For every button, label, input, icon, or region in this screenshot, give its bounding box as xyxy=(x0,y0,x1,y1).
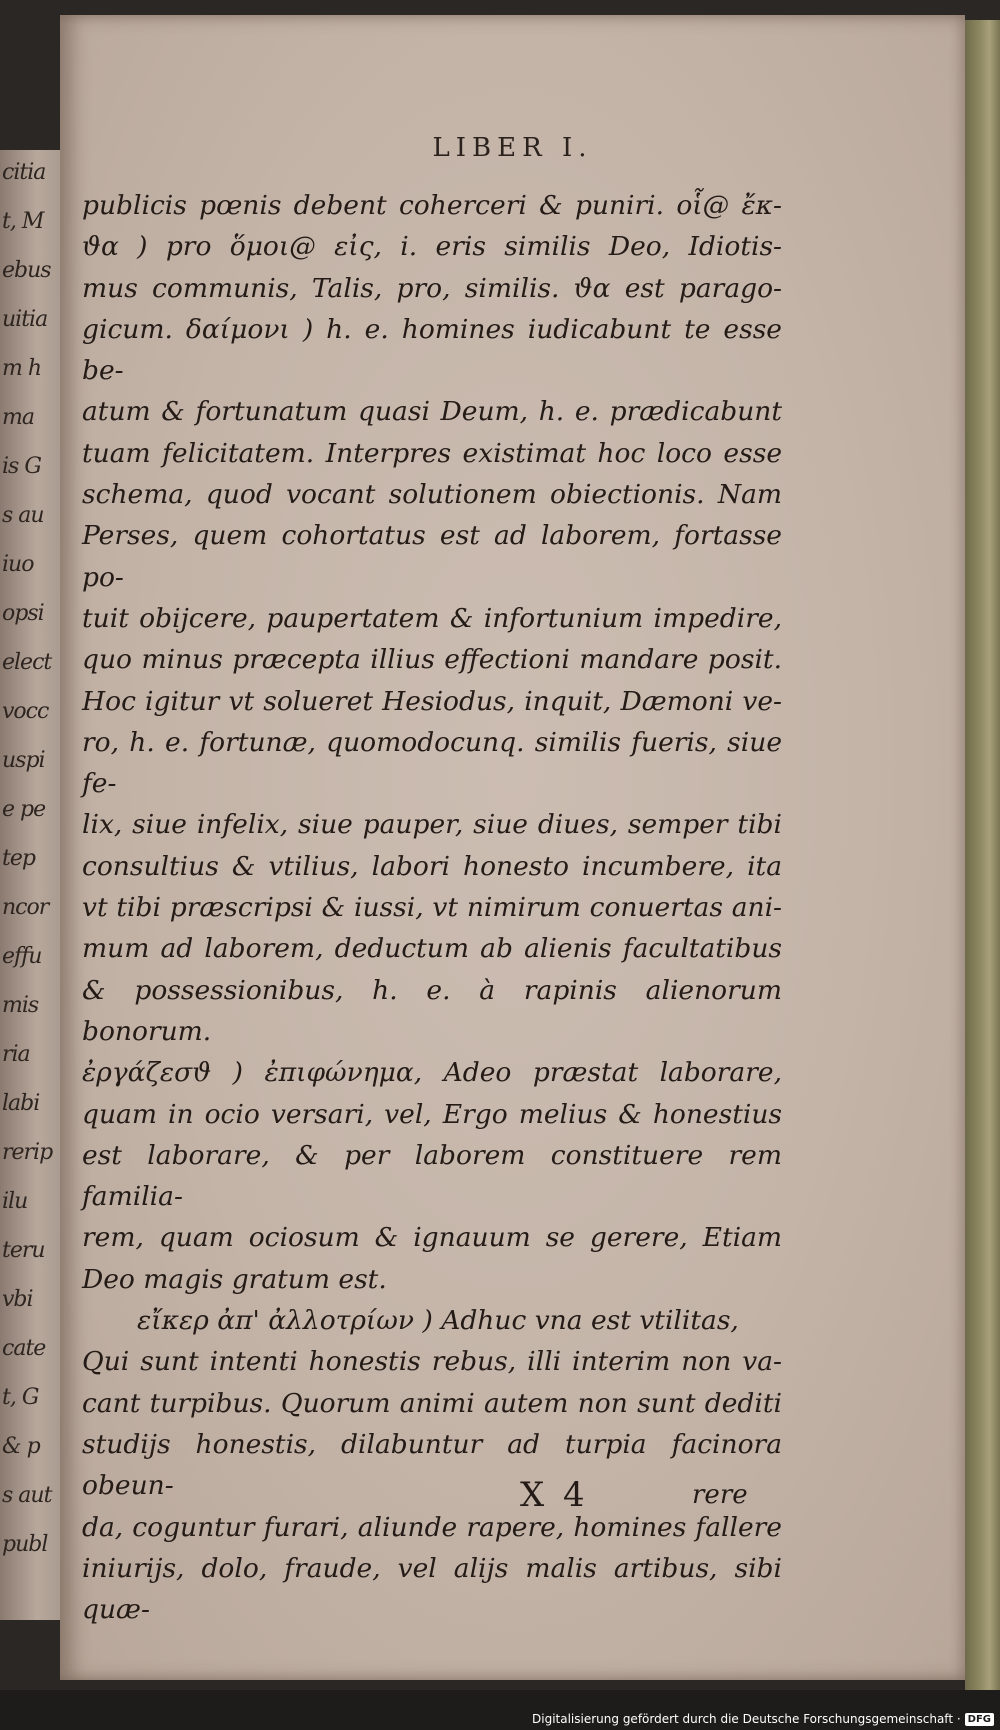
previous-page-fragment: tep xyxy=(2,846,35,871)
previous-page-fragment: labi xyxy=(2,1091,40,1116)
text-line: schema, quod vocant solutionem obiectionis. Nam xyxy=(82,479,782,511)
previous-page-fragment: t, G xyxy=(2,1385,39,1410)
catchword: rere xyxy=(692,1480,748,1510)
text-line: tuam felicitatem. Interpres existimat hoc loco esse xyxy=(82,437,782,469)
previous-page-fragment: vbi xyxy=(2,1287,33,1312)
text-line: rem, quam ociosum & ignauum se gerere, Etiam xyxy=(82,1222,782,1254)
book-page xyxy=(60,15,965,1680)
previous-page-fragment: iuo xyxy=(2,552,34,577)
previous-page-fragment: uspi xyxy=(2,748,45,773)
text-line: quo minus præcepta illius effectioni mandare posit. xyxy=(82,644,782,676)
text-line: est laborare, & per laborem constituere rem familia- xyxy=(82,1139,782,1213)
text-line: & possessionibus, h. e. à rapinis alienorum bonorum. xyxy=(82,974,782,1047)
text-line: ἐργάζεσϑ ) ἐπιφώνημα, Adeo præstat laborare, xyxy=(82,1057,782,1089)
signature-mark: X 4 xyxy=(520,1475,589,1515)
previous-page-fragment: cate xyxy=(2,1336,46,1361)
text-line: atum & fortunatum quasi Deum, h. e. prædicabunt xyxy=(82,396,782,428)
text-line: ϑα ) pro ὅμοι@ εἰς, i. eris similis Deo, Idiotis- xyxy=(82,231,782,263)
previous-page-fragment: is G xyxy=(2,454,41,479)
previous-page-fragment: teru xyxy=(2,1238,45,1263)
text-line: publicis pœnis debent coherceri & puniri. οἷ@ ἔκ- xyxy=(82,190,782,221)
text-line: cant turpibus. Quorum animi autem non sunt dediti xyxy=(82,1387,782,1419)
previous-page-fragment: mis xyxy=(2,993,39,1018)
text-line: gicum. δαίμονι ) h. e. homines iudicabunt te esse be- xyxy=(82,313,782,387)
previous-page-fragment: ncor xyxy=(2,895,49,920)
text-line: Perses, quem cohortatus est ad laborem, fortasse po- xyxy=(82,520,782,593)
previous-page-fragment: & p xyxy=(2,1434,40,1459)
previous-page-fragment: t, M xyxy=(2,209,44,234)
previous-page-fragment: e pe xyxy=(2,797,46,822)
text-line: iniurijs, dolo, fraude, vel alijs malis artibus, sibi quæ- xyxy=(82,1552,782,1626)
dfg-logo: DFG xyxy=(965,1713,994,1726)
previous-page-fragment: ma xyxy=(2,405,34,430)
text-line: vt tibi præscripsi & iussi, vt nimirum conuertas ani- xyxy=(82,892,782,924)
text-line: Hoc igitur vt solueret Hesiodus, inquit, Dæmoni ve- xyxy=(82,685,782,717)
text-line: tuit obijcere, paupertatem & infortunium impedire, xyxy=(82,602,782,634)
previous-page-fragment: effu xyxy=(2,944,42,969)
text-line: consultius & vtilius, labori honesto incumbere, ita xyxy=(82,850,782,882)
digitization-credit xyxy=(532,1712,994,1726)
previous-page-fragment: citia xyxy=(2,160,46,185)
previous-page-fragment: vocc xyxy=(2,699,49,724)
previous-page-fragment: s aut xyxy=(2,1483,52,1508)
text-line: Qui sunt intenti honestis rebus, illi interim non va- xyxy=(82,1346,782,1378)
previous-page-fragment: s au xyxy=(2,503,44,528)
previous-page-edge xyxy=(0,150,62,1620)
text-line: quam in ocio versari, vel, Ergo melius & honestius xyxy=(82,1098,782,1130)
credit-text: Digitalisierung gefördert durch die Deutsche Forschungsgemeinschaft · xyxy=(532,1712,961,1726)
text-line: εἴκερ ἀπ' ἀλλοτρίων ) Adhuc vna est vtilitas, xyxy=(137,1305,739,1337)
previous-page-fragment: ebus xyxy=(2,258,51,283)
previous-page-fragment: opsi xyxy=(2,601,44,626)
text-line: ro, h. e. fortunæ, quomodocunq. similis fueris, siue fe- xyxy=(82,726,782,800)
text-line: Deo magis gratum est. xyxy=(82,1263,387,1295)
previous-page-fragment: uitia xyxy=(2,307,48,332)
previous-page-fragment: ria xyxy=(2,1042,30,1067)
text-line: lix, siue infelix, siue pauper, siue diues, semper tibi xyxy=(82,809,782,841)
running-head: LIBER I. xyxy=(432,133,593,163)
text-line: studijs honestis, dilabuntur ad turpia facinora obeun- xyxy=(82,1428,782,1502)
text-line: mus communis, Talis, pro, similis. ϑα est parago- xyxy=(82,272,782,304)
previous-page-fragment: rerip xyxy=(2,1140,53,1165)
text-line: mum ad laborem, deductum ab alienis facultatibus xyxy=(82,933,782,965)
body-text xyxy=(82,185,782,1630)
previous-page-fragment: publ xyxy=(2,1532,48,1557)
page-stack-edge xyxy=(965,20,1000,1690)
previous-page-fragment: elect xyxy=(2,650,52,675)
previous-page-fragment: m h xyxy=(2,356,42,381)
previous-page-fragment: ilu xyxy=(2,1189,28,1214)
text-line: da, coguntur furari, aliunde rapere, homines fallere xyxy=(82,1511,782,1543)
